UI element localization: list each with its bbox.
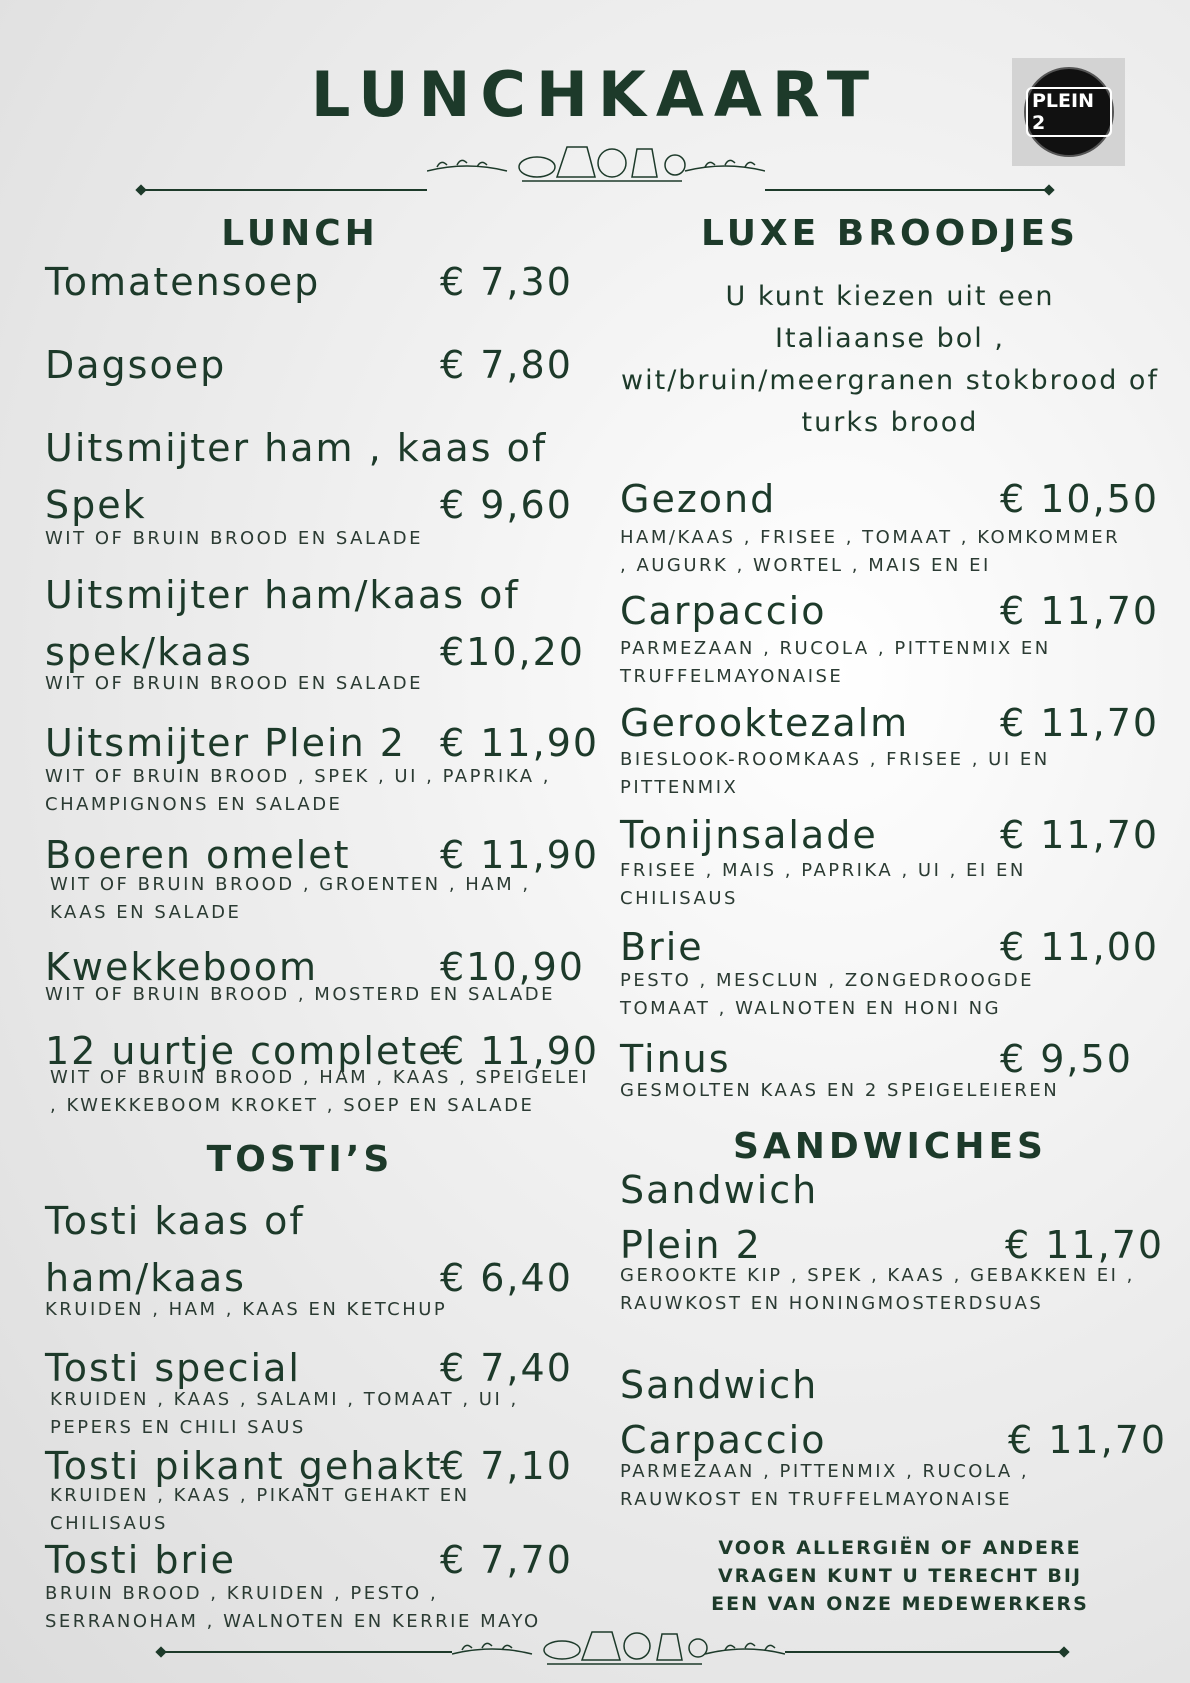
restaurant-logo [1012,58,1125,166]
logo-text: PLEIN 2 [1026,87,1112,137]
menu-item-description: RAUWKOST EN HONINGMOSTERDSUAS [620,1293,1044,1314]
menu-item-price: € 9,60 [440,483,573,527]
menu-item-price: € 11,70 [1000,813,1160,857]
menu-item-price: € 9,50 [1000,1037,1133,1081]
menu-item-price: € 10,50 [1000,477,1160,521]
tostis-heading: TOSTI’S [206,1139,394,1180]
menu-item-price: € 6,40 [440,1256,573,1300]
menu-item-price: € 11,70 [1000,701,1160,745]
lunch-heading: LUNCH [221,213,379,254]
menu-item-price: € 11,70 [1008,1418,1168,1462]
menu-item-description: HAM/KAAS , FRISEE , TOMAAT , KOMKOMMER [620,527,1121,548]
menu-item-description: WIT OF BRUIN BROOD , MOSTERD EN SALADE [45,984,556,1005]
menu-item-description: KRUIDEN , HAM , KAAS EN KETCHUP [45,1299,448,1320]
menu-item-price: € 7,40 [440,1346,573,1390]
menu-item-price: € 11,90 [440,721,600,765]
menu-item-name: Tosti kaas of [45,1199,305,1243]
menu-item-price: € 7,30 [440,260,573,304]
menu-item-description: , KWEKKEBOOM KROKET , SOEP EN SALADE [50,1095,535,1116]
menu-item-description: PARMEZAAN , RUCOLA , PITTENMIX EN [620,638,1051,659]
menu-item-description: , AUGURK , WORTEL , MAIS EN EI [620,555,991,576]
sandwiches-heading: SANDWICHES [733,1126,1047,1167]
menu-item-price: €10,20 [440,630,585,674]
menu-item-name: Carpaccio [620,589,827,633]
menu-item-description: WIT OF BRUIN BROOD , GROENTEN , HAM , [50,874,531,895]
menu-item-price: € 11,00 [1000,925,1160,969]
menu-item-name: Brie [620,925,704,969]
menu-item-description: CHAMPIGNONS EN SALADE [45,794,343,815]
allergy-note-line: EEN VAN ONZE MEDEWERKERS [711,1593,1089,1615]
menu-item-price: € 7,70 [440,1538,573,1582]
menu-item-price: € 11,70 [1000,589,1160,633]
menu-item-description: WIT OF BRUIN BROOD , SPEK , UI , PAPRIKA , [45,766,552,787]
menu-item-description: RAUWKOST EN TRUFFELMAYONAISE [620,1489,1013,1510]
menu-item-description: KRUIDEN , KAAS , SALAMI , TOMAAT , UI , [50,1389,519,1410]
menu-item-name: Dagsoep [45,343,227,387]
menu-item-price: €10,90 [440,945,585,989]
top-divider-right [765,189,1050,191]
menu-item-name: Sandwich [620,1363,819,1407]
menu-item-description: WIT OF BRUIN BROOD , HAM , KAAS , SPEIGELEI [50,1067,590,1088]
menu-item-description: BRUIN BROOD , KRUIDEN , PESTO , [45,1583,439,1604]
menu-item-description: PESTO , MESCLUN , ZONGEDROOGDE [620,970,1034,991]
menu-item-name: Uitsmijter Plein 2 [45,721,406,765]
menu-item-name: Gezond [620,477,777,521]
intro-line: U kunt kiezen uit een [725,281,1055,312]
menu-item-price: € 11,70 [1005,1223,1165,1267]
menu-item-description: KAAS EN SALADE [50,902,242,923]
menu-item-description: TOMAAT , WALNOTEN EN HONI NG [620,998,1002,1019]
menu-item-description: PARMEZAAN , PITTENMIX , RUCOLA , [620,1461,1030,1482]
bottom-divider-right [785,1651,1065,1653]
menu-item-description: KRUIDEN , KAAS , PIKANT GEHAKT EN [50,1485,470,1506]
menu-item-description: PEPERS EN CHILI SAUS [50,1417,306,1438]
page-title: LUNCHKAART [310,58,880,131]
menu-item-name: Boeren omelet [45,833,351,877]
intro-line: turks brood [801,407,979,438]
menu-item-name: Uitsmijter ham/kaas of [45,573,520,617]
bottom-divider-left [162,1651,452,1653]
menu-item-price: € 7,80 [440,343,573,387]
menu-item-description: SERRANOHAM , WALNOTEN EN KERRIE MAYO [45,1611,541,1632]
luxe-broodjes-heading: LUXE BROODJES [701,213,1079,254]
menu-item-name: Tosti special [45,1346,301,1390]
menu-item-price: € 7,10 [440,1444,573,1488]
menu-item-description: WIT OF BRUIN BROOD EN SALADE [45,673,423,694]
menu-item-name: Tosti brie [45,1538,237,1582]
allergy-note-line: VOOR ALLERGIËN OF ANDERE [718,1537,1082,1559]
menu-item-name: Kwekkeboom [45,945,319,989]
menu-item-price: € 11,90 [440,833,600,877]
menu-item-name: Sandwich [620,1168,819,1212]
menu-item-description: WIT OF BRUIN BROOD EN SALADE [45,528,423,549]
intro-line: Italiaanse bol , [775,323,1005,354]
menu-item-description: CHILISAUS [50,1513,168,1534]
menu-item-name: Tonijnsalade [620,813,878,857]
menu-item-name: Tosti pikant gehakt [45,1444,443,1488]
menu-item-description: PITTENMIX [620,777,739,798]
divider-dot-right [1058,1646,1069,1657]
menu-item-name: Uitsmijter ham , kaas of [45,426,548,470]
allergy-note-line: VRAGEN KUNT U TERECHT BIJ [717,1565,1083,1587]
menu-item-name: Tinus [620,1037,731,1081]
menu-item-description: GEROOKTE KIP , SPEK , KAAS , GEBAKKEN EI , [620,1265,1135,1286]
menu-item-name: spek/kaas [45,630,253,674]
menu-item-name: Carpaccio [620,1418,827,1462]
menu-item-description: TRUFFELMAYONAISE [620,666,844,687]
logo-badge [1024,67,1114,157]
food-ornament-icon [427,135,765,195]
top-divider-left [142,189,427,191]
menu-item-price: € 11,90 [440,1029,600,1073]
intro-line: wit/bruin/meergranen stokbrood of [621,365,1159,396]
menu-item-name: 12 uurtje complete [45,1029,444,1073]
menu-item-name: Spek [45,483,147,527]
menu-item-description: BIESLOOK-ROOMKAAS , FRISEE , UI EN [620,749,1050,770]
menu-item-name: ham/kaas [45,1256,246,1300]
menu-item-name: Tomatensoep [45,260,321,304]
menu-item-description: GESMOLTEN KAAS EN 2 SPEIGELEIEREN [620,1080,1060,1101]
menu-item-name: Plein 2 [620,1223,762,1267]
menu-item-description: CHILISAUS [620,888,738,909]
divider-dot-right [1043,184,1054,195]
menu-item-name: Gerooktezalm [620,701,910,745]
menu-item-description: FRISEE , MAIS , PAPRIKA , UI , EI EN [620,860,1026,881]
